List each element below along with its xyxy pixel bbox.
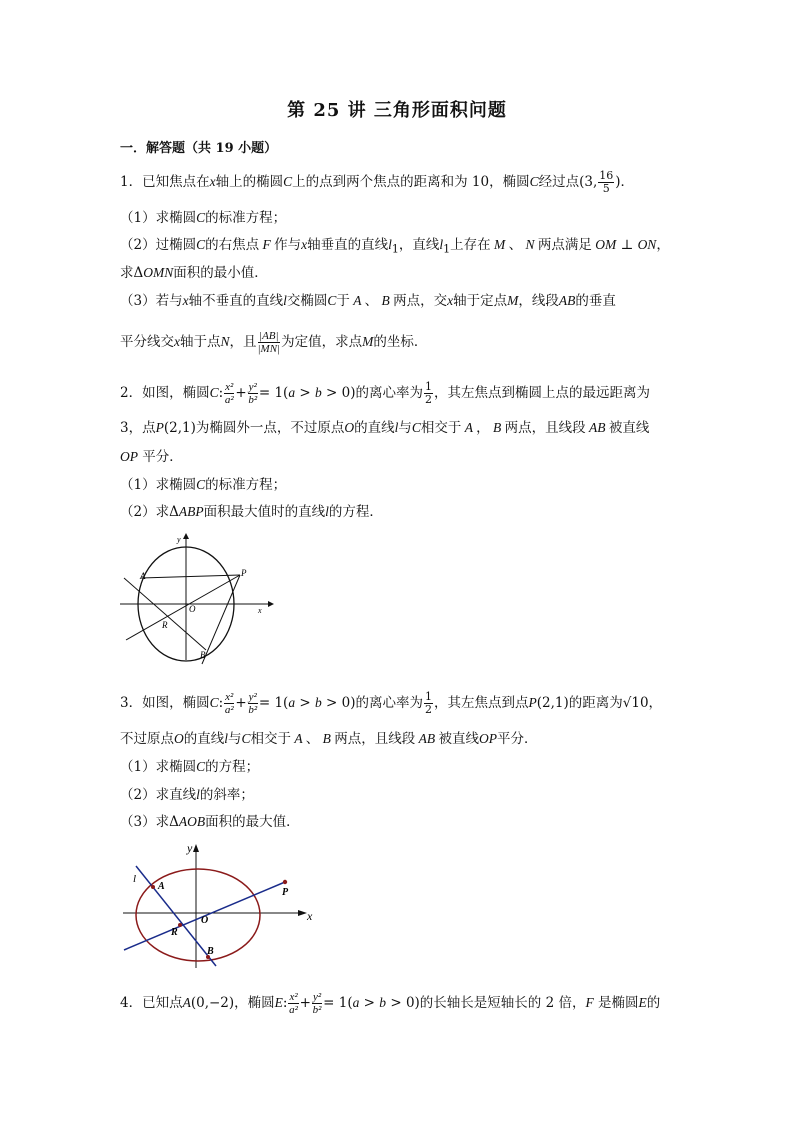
- problem-3-figure: [118, 838, 323, 970]
- problem-1-q2: （2）过椭圆C的右焦点 F 作与x轴垂直的直线$l_1$，直线$l_1$上存在 M 、 N 两点满足 OM ⊥ ON，: [120, 237, 670, 256]
- svg-text:y: y: [177, 535, 181, 544]
- svg-text:l: l: [133, 873, 137, 885]
- problem-2-q1: （1）求椭圆C的标准方程；: [120, 477, 287, 493]
- problem-3-stem: 3．如图，椭圆C: $\frac{\text{x²}}{\text{a²}}$ + $\frac{\text{y²}}{\text{b²}}$ = 1(a > b > 0)的离心率为 $\frac{1}{2}$ ，其左焦点到点P(2,1)的距离为√10，: [120, 690, 663, 716]
- problem-1-q3: （3）若与x轴不垂直的直线l交椭圆C于 A 、 B 两点，交x轴于定点M，线段AB的垂直: [120, 293, 616, 309]
- svg-text:R: R: [162, 620, 168, 630]
- problem-2-stem: 2．如图，椭圆C: $\frac{\text{x²}}{\text{a²}}$ + $\frac{\text{y²}}{\text{b²}}$ = 1(a > b > 0)的离心率为 $\frac{1}{2}$ ，其左焦点到椭圆上点的最远距离为: [120, 380, 650, 406]
- problem-1-q1: （1）求椭圆C的标准方程；: [120, 210, 287, 226]
- problem-2-q2: （2）求ΔABP面积最大值时的直线l的方程．: [120, 504, 383, 520]
- svg-text:y: y: [187, 841, 193, 855]
- problem-3-q2: （2）求直线l的斜率；: [120, 787, 254, 803]
- svg-text:B: B: [200, 650, 206, 660]
- problem-1-q3-cont: 平分线交x轴于点N，且 $\frac{|AB|}{|MN|}$ 为定值，求点M的坐标．: [120, 330, 428, 355]
- problem-3-q1: （1）求椭圆C的方程；: [120, 759, 260, 775]
- problem-1-q2-cont: 求ΔOMN面积的最小值．: [120, 265, 268, 281]
- problem-1-stem: 1．已知焦点在x轴上的椭圆C上的点到两个焦点的距离和为 10，椭圆C经过点(3, $\frac{16}{5}$ )．: [120, 169, 635, 195]
- svg-text:B: B: [207, 946, 214, 957]
- svg-text:A: A: [158, 881, 165, 892]
- page-title: 第 25 讲 三角形面积问题: [287, 100, 507, 121]
- problem-2-figure: [118, 530, 278, 665]
- svg-text:P: P: [282, 887, 289, 898]
- svg-text:P: P: [241, 568, 247, 578]
- problem-3-q3: （3）求ΔAOB面积的最大值．: [120, 814, 300, 830]
- problem-2-stem-cont: 3，点P(2,1)为椭圆外一点，不过原点O的直线l与C相交于 A ， B 两点，且线段 AB 被直线: [120, 420, 650, 436]
- svg-text:A: A: [140, 571, 146, 581]
- svg-text:x: x: [307, 909, 313, 923]
- svg-text:R: R: [171, 927, 178, 938]
- svg-text:x: x: [258, 606, 262, 615]
- section-heading: 一．解答题（共 19 小题）: [120, 141, 278, 156]
- svg-text:O: O: [201, 915, 209, 926]
- problem-3-stem-cont: 不过原点O的直线l与C相交于 A 、 B 两点，且线段 AB 被直线OP平分．: [120, 731, 538, 747]
- problem-4-stem: 4．已知点A(0,−2)，椭圆E: $\frac{\text{x²}}{\text{a²}}$ + $\frac{\text{y²}}{\text{b²}}$ = 1(a > b > 0)的长轴长是短轴长的 2 倍，F 是椭圆E的: [120, 991, 661, 1016]
- problem-2-stem-end: OP 平分．: [120, 449, 183, 465]
- svg-text:O: O: [189, 604, 196, 614]
